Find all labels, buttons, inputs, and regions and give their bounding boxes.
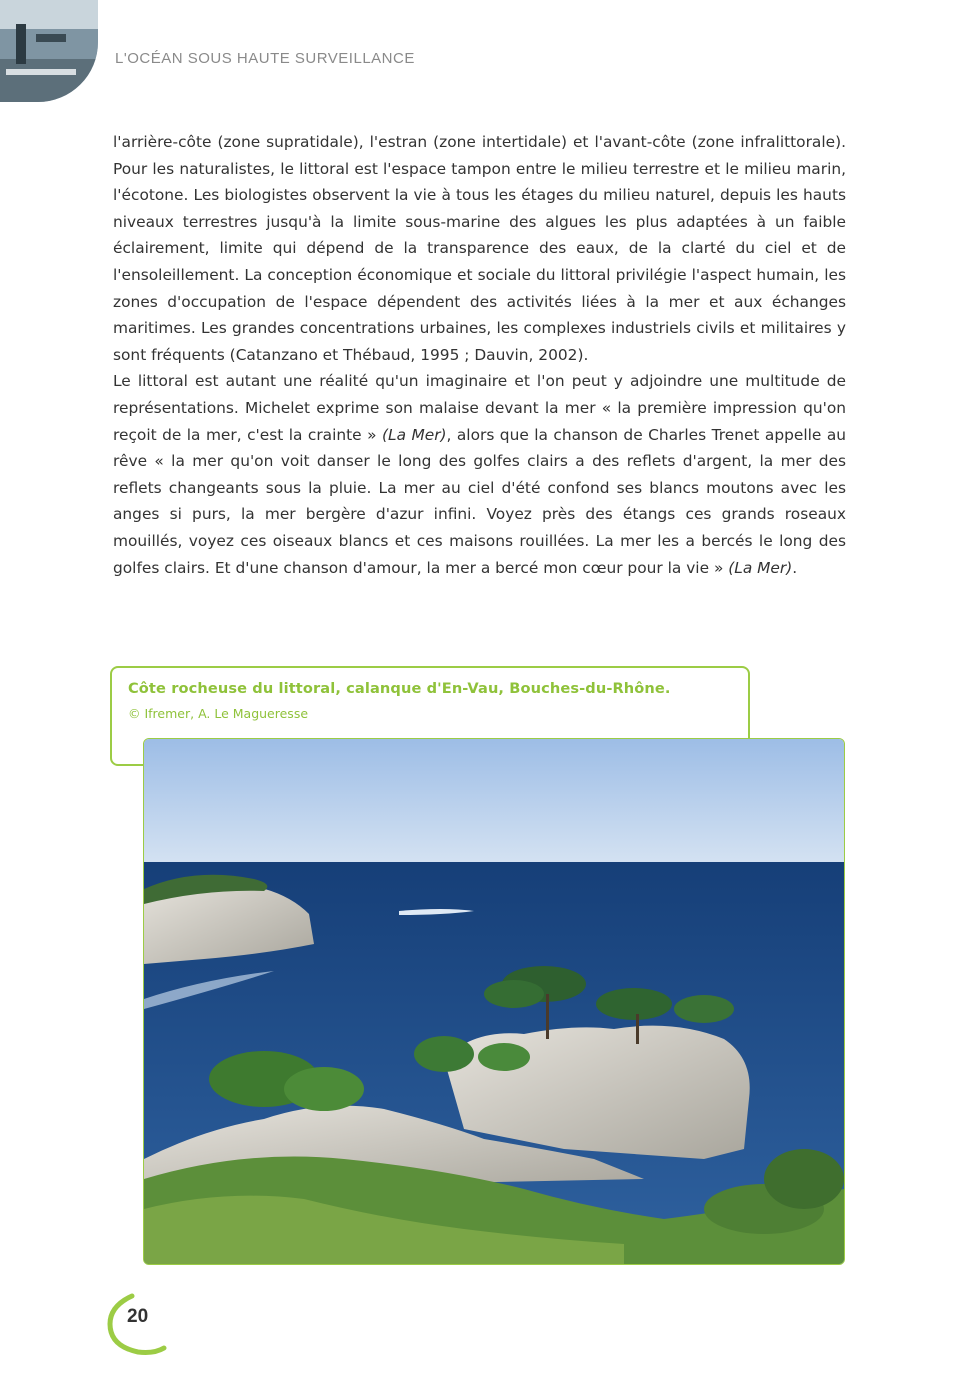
body-text — [113, 129, 846, 581]
calanque-photo — [143, 738, 845, 1265]
paragraph-1: l'arrière-côte (zone supratidale), l'estran (zone intertidale) et l'avant-côte (zone infralittorale). Pour les naturalistes, le littoral est l'espace tampon entre le milieu terrestre et le milieu marin, l'écotone. Les biologistes observent la vie à tous les étages du milieu naturel, depuis les hauts niveaux terrestres jusqu'à la limite sous-marine des algues les plus adaptées à un faible éclairement, limite qui dépend de la transparence des eaux, de la clarté du ciel et de l'ensoleillement. La conception économique et sociale du littoral privilégie l'aspect humain, les zones d'occupation de l'espace dépendent des activités liées à la mer et aux échanges maritimes. Les grandes concentrations urbaines, les complexes industriels civils et militaires y sont fréquents (Catanzano et Thébaud, 1995 ; Dauvin, 2002). — [113, 133, 846, 364]
running-head: L'OCÉAN SOUS HAUTE SURVEILLANCE — [115, 50, 415, 67]
paragraph-2-text-b: , alors que la chanson de Charles Trenet appelle au rêve « la mer qu'on voit danser le long des golfes clairs a des reflets d'argent, la mer des reflets changeants sous la pluie. La mer au ciel d'été confond ses blancs moutons avec les anges si purs, la mer bergère d'azur infini. Voyez près des étangs ces grands roseaux mouillés, voyez ces oiseaux blancs et ces maisons rouillées. La mer les a bercés le long des golfes clairs. Et d'une chanson d'amour, la mer a bercé mon cœur pour la vie » — [113, 425, 846, 577]
page-number: 20 — [127, 1306, 149, 1327]
header-thumbnail-photo — [0, 0, 98, 102]
paragraph-2-text-a: Le littoral est autant une réalité qu'un imaginaire et l'on peut y adjoindre une multitude de représentations. Michelet exprime son malaise devant la mer « la première impression qu'on reçoit de la mer, c'est la crainte » — [113, 372, 846, 444]
paragraph-2-title-1: (La Mer) — [381, 425, 447, 444]
paragraph-2 — [113, 368, 846, 581]
paragraph-2-title-2: (La Mer) — [728, 558, 793, 577]
figure-caption: Côte rocheuse du littoral, calanque d'En-Vau, Bouches-du-Rhône. — [128, 680, 671, 697]
figure-credit: © Ifremer, A. Le Magueresse — [128, 706, 309, 721]
paragraph-2-text-c: . — [792, 558, 798, 577]
